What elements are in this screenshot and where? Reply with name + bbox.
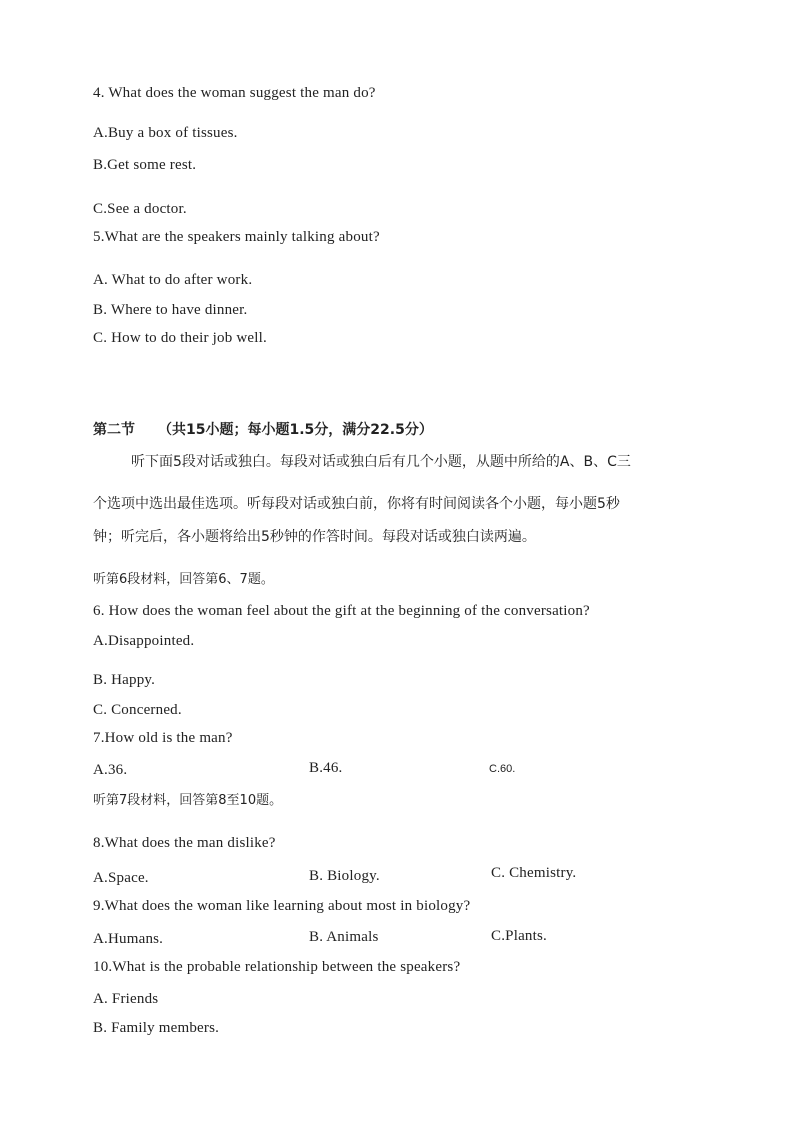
q6-option-c: C. Concerned. <box>93 702 182 718</box>
question-6: 6. How does the woman feel about the gift at the beginning of the conversation? <box>93 603 590 619</box>
q5-option-c: C. How to do their job well. <box>93 330 267 346</box>
q8-option-a: A.Space. <box>93 870 149 886</box>
question-10: 10.What is the probable relationship between the speakers? <box>93 959 461 975</box>
q10-option-b: B. Family members. <box>93 1020 220 1036</box>
q10-option-a: A. Friends <box>93 991 159 1007</box>
question-9: 9.What does the woman like learning about most in biology? <box>93 898 471 914</box>
q9-option-a: A.Humans. <box>93 931 164 947</box>
q7-option-c: C.60. <box>489 763 516 775</box>
section-instructions-line-1: 听下面5段对话或独白。每段对话或独白后有几个小题，从题中所给的A、B、C三 <box>131 454 631 470</box>
q5-option-b: B. Where to have dinner. <box>93 302 248 318</box>
material-6-heading: 听第6段材料，回答第6、7题。 <box>93 572 274 587</box>
q5-option-a: A. What to do after work. <box>93 272 253 288</box>
q8-option-c: C. Chemistry. <box>491 865 577 881</box>
section-title: 第二节 <box>93 422 135 438</box>
q8-option-b: B. Biology. <box>309 868 380 884</box>
q6-option-b: B. Happy. <box>93 672 156 688</box>
section-instructions-line-2: 个选项中选出最佳选项。听每段对话或独白前，你将有时间阅读各个小题，每小题5秒 <box>93 496 620 512</box>
section-instructions-line-3: 钟；听完后，各小题将给出5秒钟的作答时间。每段对话或独白读两遍。 <box>93 529 536 545</box>
q9-option-c: C.Plants. <box>491 928 547 944</box>
material-7-heading: 听第7段材料，回答第8至10题。 <box>93 793 283 808</box>
q4-option-a: A.Buy a box of tissues. <box>93 125 238 141</box>
question-4: 4. What does the woman suggest the man do? <box>93 85 376 101</box>
q9-option-b: B. Animals <box>309 929 379 945</box>
question-5: 5.What are the speakers mainly talking about? <box>93 229 380 245</box>
q4-option-c: C.See a doctor. <box>93 201 187 217</box>
q6-option-a: A.Disappointed. <box>93 633 195 649</box>
question-8: 8.What does the man dislike? <box>93 835 276 851</box>
q7-option-b: B.46. <box>309 760 343 776</box>
section-scoring: （共15小题；每小题1.5分，满分22.5分） <box>158 422 433 438</box>
question-7: 7.How old is the man? <box>93 730 233 746</box>
q7-option-a: A.36. <box>93 762 128 778</box>
q4-option-b: B.Get some rest. <box>93 157 197 173</box>
